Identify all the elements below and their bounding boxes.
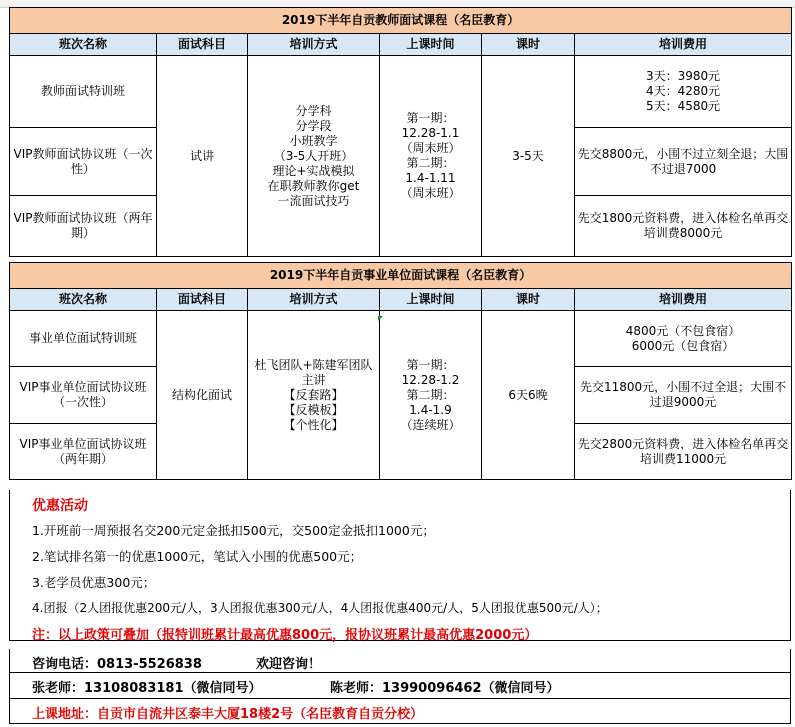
method-cell: 杜飞团队+陈建军团队 主讲 【反套路】 【反模板】 【个性化】 <box>248 311 380 480</box>
contact-phone-row <box>9 649 791 673</box>
subject-cell: 结构化面试 <box>157 311 248 480</box>
hours-cell: 6天6晚 <box>482 311 575 480</box>
header-subject: 面试科目 <box>157 34 248 56</box>
fee-cell: 3天：3980元 4天：4280元 5天：4580元 <box>575 56 792 128</box>
institution-course-table <box>9 262 792 480</box>
fee-cell: 4800元（不包食宿） 6000元（包食宿） <box>575 311 792 367</box>
class-name-cell: VIP事业单位面试协议班 （两年期） <box>10 424 157 480</box>
teacher-zhang-contact: 张老师：13108083181（微信同号） <box>32 681 262 696</box>
teacher-course-table <box>9 7 792 257</box>
header-schedule: 上课时间 <box>380 289 482 311</box>
header-fee: 培训费用 <box>575 34 792 56</box>
header-subject: 面试科目 <box>157 289 248 311</box>
teacher-chen-contact: 陈老师：13990096462（微信同号） <box>330 681 560 696</box>
welcome-text: 欢迎咨询！ <box>256 657 322 672</box>
fee-cell: 先交11800元，小围不过全退；大围不过退9000元 <box>575 367 792 424</box>
header-hours: 课时 <box>482 34 575 56</box>
header-schedule: 上课时间 <box>380 34 482 56</box>
consult-phone: 咨询电话：0813-5526838 <box>32 657 202 672</box>
class-name-cell: VIP教师面试协议班（两年期） <box>10 196 157 257</box>
promotions-heading: 优惠活动 <box>32 498 88 514</box>
promotion-note: 注：以上政策可叠加（报特训班累计最高优惠800元，报协议班累计最高优惠2000元） <box>32 628 538 643</box>
promotion-item: 3.老学员优惠300元； <box>32 575 156 590</box>
teacher-table-title: 2019下半年自贡教师面试课程（名臣教育） <box>10 8 792 34</box>
promotions-section <box>9 490 791 641</box>
hours-cell: 3-5天 <box>482 56 575 257</box>
promotion-item: 2.笔试排名第一的优惠1000元，笔试入小围的优惠500元； <box>32 549 363 564</box>
class-name-cell: VIP教师面试协议班（一次性） <box>10 128 157 196</box>
header-class-name: 班次名称 <box>10 289 157 311</box>
schedule-cell: 第一期： 12.28-1.2 第二期： 1.4-1.9 （连续班） <box>380 311 482 480</box>
header-method: 培训方式 <box>248 34 380 56</box>
header-fee: 培训费用 <box>575 289 792 311</box>
header-hours: 课时 <box>482 289 575 311</box>
header-class-name: 班次名称 <box>10 34 157 56</box>
address-row <box>9 699 791 724</box>
class-name-cell: 事业单位面试特训班 <box>10 311 157 367</box>
class-address: 上课地址：自贡市自流井区泰丰大厦18楼2号（名臣教育自贡分校） <box>32 707 424 722</box>
class-name-cell: VIP事业单位面试协议班 （一次性） <box>10 367 157 424</box>
fee-cell: 先交2800元资料费，进入体检名单再交培训费11000元 <box>575 424 792 480</box>
method-cell: 分学科 分学段 小班教学 （3-5人开班） 理论+实战模拟 在职教师教你get 一流面试技巧 <box>248 56 380 257</box>
subject-cell: 试讲 <box>157 56 248 257</box>
promotion-item: 1.开班前一周预报名交200元定金抵扣500元，交500定金抵扣1000元； <box>32 523 435 538</box>
cell-comment-marker <box>378 316 383 321</box>
schedule-cell: 第一期： 12.28-1.1 （周末班） 第二期： 1.4-1.11 （周末班） <box>380 56 482 257</box>
institution-table-title: 2019下半年自贡事业单位面试课程（名臣教育） <box>10 263 792 289</box>
fee-cell: 先交1800元资料费，进入体检名单再交培训费8000元 <box>575 196 792 257</box>
class-name-cell: 教师面试特训班 <box>10 56 157 128</box>
promotion-item: 4.团报（2人团报优惠200元/人，3人团报优惠300元/人，4人团报优惠400元/人，5人团报优惠500元/人）； <box>32 601 608 615</box>
fee-cell: 先交8800元，小围不过立刻全退；大围不过退7000 <box>575 128 792 196</box>
header-method: 培训方式 <box>248 289 380 311</box>
contact-teachers-row <box>9 673 791 699</box>
